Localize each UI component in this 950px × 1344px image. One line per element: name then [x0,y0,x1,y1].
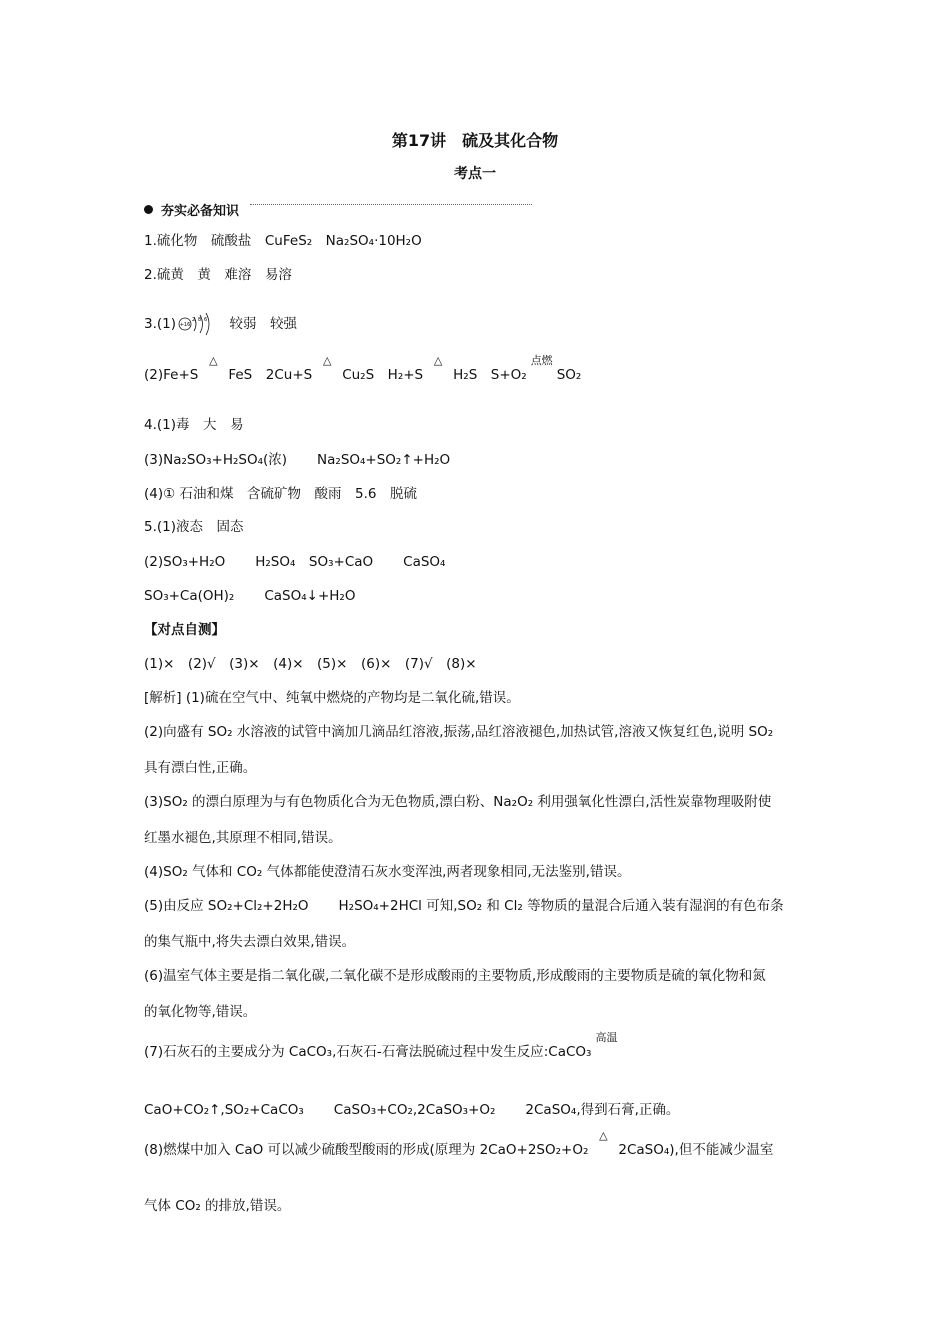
analysis-line-4: (3)SO₂ 的漂白原理为与有色物质化合为无色物质,漂白粉、Na₂O₂ 利用强氧化性漂白,活性炭靠物理吸附使 [144,794,772,810]
equation-text: CaSO₄ [403,554,446,570]
equation-text: 2CaSO₄),但不能减少温室 [618,1142,774,1158]
reaction-condition: △ [433,354,443,367]
dotted-divider [250,204,532,205]
sulfur-atom-structure-icon [176,309,216,339]
analysis-equation-5 [144,897,784,915]
self-test-heading: 【对点自测】 [144,622,225,638]
equation-text: (2)Fe+S [144,367,199,383]
equation-text: 2CaSO₄,得到石膏,正确。 [525,1102,680,1118]
answer-line-3-label: 3.(1) [144,316,177,332]
equation-text: (8)燃煤中加入 CaO 可以减少硫酸型酸雨的形成(原理为 2CaO+2SO₂+O₂ [144,1142,589,1158]
analysis-equation-7-cont [144,1101,679,1119]
analysis-equation-8 [144,1129,774,1159]
equation-text: Na₂SO₄+SO₂↑+H₂O [317,452,451,468]
equation-text: Cu₂S H₂+S [342,367,424,383]
equation-text: (3)Na₂SO₃+H₂SO₄(浓) [144,452,288,468]
answer-line-3 [144,309,297,339]
svg-text:2: 2 [192,317,196,323]
reaction-condition: △ [322,354,332,367]
equation-text: (7)石灰石的主要成分为 CaCO₃,石灰石-石膏法脱硫过程中发生反应:CaCO₃ [144,1044,592,1060]
answer-line-1: 1.硫化物 硫酸盐 CuFeS₂ Na₂SO₄·10H₂O [144,233,422,249]
equation-text: H₂SO₄+2HCl 可知,SO₂ 和 Cl₂ 等物质的量混合后通入装有湿润的有色布条 [338,898,784,914]
section-heading [144,200,239,219]
equation-line-6 [144,451,450,469]
equation-text: CaSO₄↓+H₂O [264,588,356,604]
analysis-line-2: (2)向盛有 SO₂ 水溶液的试管中滴加几滴品红溶液,振荡,品红溶液褪色,加热试管,溶液又恢复红色,说明 SO₂ [144,724,774,740]
analysis-line-9: 的氧化物等,错误。 [144,1004,257,1020]
equation-text: (2)SO₃+H₂O [144,554,226,570]
answer-line-9: 5.(1)液态 固态 [144,519,244,535]
svg-text:8: 8 [198,317,202,323]
analysis-line-8: (6)温室气体主要是指二氧化碳,二氧化碳不是形成酸雨的主要物质,形成酸雨的主要物质是硫的氧化物和氮 [144,968,766,984]
bullet-icon [144,205,153,214]
equation-text: SO₃+Ca(OH)₂ [144,588,235,604]
analysis-line-1: [解析] (1)硫在空气中、纯氧中燃烧的产物均是二氧化硫,错误。 [144,690,520,706]
section-subtitle: 考点一 [454,166,496,182]
equation-text: (5)由反应 SO₂+Cl₂+2H₂O [144,898,309,914]
svg-text:6: 6 [204,317,208,323]
analysis-equation-7 [144,1031,621,1061]
analysis-line-3: 具有漂白性,正确。 [144,760,257,776]
analysis-line-6: (4)SO₂ 气体和 CO₂ 气体都能使澄清石灰水变浑浊,两者现象相同,无法鉴别,错误。 [144,864,631,880]
equation-text: H₂S S+O₂ [453,367,527,383]
reaction-condition: △ [599,1129,608,1142]
equation-line-10 [144,587,355,605]
equation-line-7 [144,553,445,571]
reaction-condition: △ [209,354,218,367]
reaction-condition: 高温 [595,1031,618,1044]
equation-text: H₂SO₄ SO₃+CaO [255,554,374,570]
self-test-answers: (1)× (2)√ (3)× (4)× (5)× (6)× (7)√ (8)× [144,656,477,672]
equation-text: CaSO₃+CO₂,2CaSO₃+O₂ [333,1102,496,1118]
svg-text:+16: +16 [179,322,191,328]
equation-text: CaO+CO₂↑,SO₂+CaCO₃ [144,1102,304,1118]
analysis-line-10: 气体 CO₂ 的排放,错误。 [144,1198,291,1214]
answer-line-3-text: 较弱 较强 [216,316,298,332]
section-heading-label: 夯实必备知识 [161,204,240,219]
reaction-condition: 点燃 [530,354,553,367]
equation-text: SO₂ [556,367,582,383]
analysis-line-5: 红墨水褪色,其原理不相同,错误。 [144,830,342,846]
answer-line-8: (4)① 石油和煤 含硫矿物 酸雨 5.6 脱硫 [144,486,417,502]
equation-line-4 [144,354,582,384]
analysis-line-7: 的集气瓶中,将失去漂白效果,错误。 [144,934,356,950]
equation-text: FeS 2Cu+S [228,367,313,383]
page-title: 第17讲 硫及其化合物 [391,131,559,150]
answer-line-5: 4.(1)毒 大 易 [144,417,244,433]
answer-line-2: 2.硫黄 黄 难溶 易溶 [144,267,292,283]
